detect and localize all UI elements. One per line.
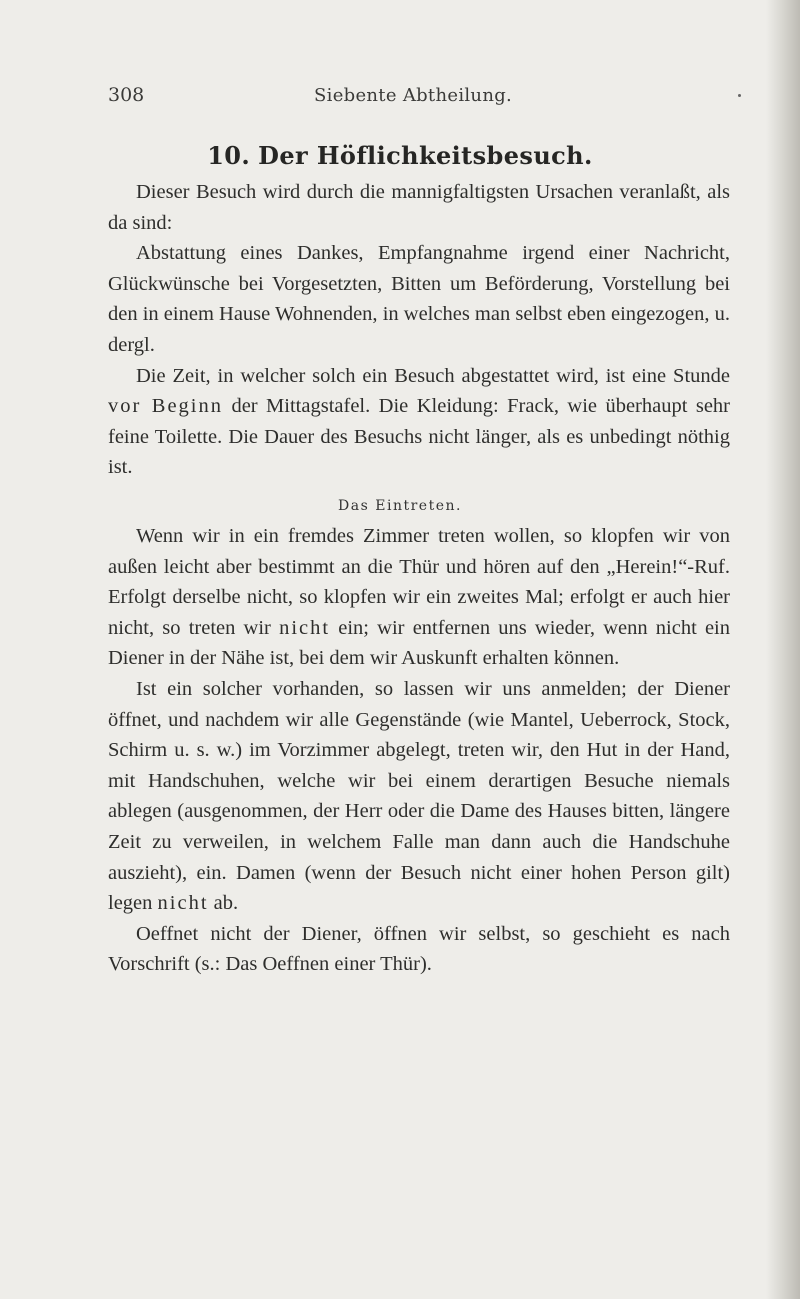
emphasized-text: vor Beginn <box>108 395 223 418</box>
text-run: Ist ein solcher vorhanden, so lassen wir uns anmelden; der Diener öffnet, und nachdem wir alle Gegenstände (wie Mantel, Ueberrock, Stock, Schirm u. s. w.) im Vorzimmer abgelegt, treten wir, den Hut in der Hand, mit Handschuhen, welche wir bei einem derartigen Besuche niemals ablegen (ausgenommen, der Herr oder die Dame des Hauses bitten, längere Zeit zu verweilen, in welchem Falle man dann auch die Handschuhe auszieht), ein. Damen (wenn der Besuch nicht einer hohen Person gilt) legen <box>108 677 730 915</box>
paragraph-reasons: Abstattung eines Dankes, Empfangnahme irgend einer Nachricht, Glückwünsche bei Vorgesetzten, Bitten um Beförderung, Vorstellung bei den in einem Hause Wohnenden, in welches man selbst eben eingezogen, u. dergl. <box>108 242 730 356</box>
page-edge-shadow <box>766 0 800 1299</box>
emphasized-text: nicht <box>279 616 331 639</box>
text-run: ein; wir entfernen uns wieder, wenn nicht ein Diener in der Nähe ist, bei dem wir Auskunft erhalten können. <box>108 616 730 670</box>
intro-text <box>108 177 730 483</box>
text-run: Wenn wir in ein fremdes Zimmer treten wollen, so klopfen wir von außen leicht aber bestimmt an die Thür und hören auf den „Herein!“-Ruf. Erfolgt derselbe nicht, so klopfen wir ein zweites Mal; erfolgt er auch hier nicht, so treten wir <box>108 525 730 639</box>
main-text <box>108 521 730 980</box>
paragraph-time-dress <box>108 361 730 483</box>
page-number: 308 <box>108 84 145 106</box>
section-title-text: Der Höflichkeitsbesuch. <box>258 141 593 170</box>
section-number: 10. <box>207 141 251 170</box>
running-title: Siebente Abtheilung. <box>314 85 513 106</box>
paragraph-occasions: Dieser Besuch wird durch die mannigfaltigsten Ursachen veranlaßt, als da sind: <box>108 181 730 234</box>
text-run: der Mittagstafel. Die Kleidung: Frack, wie überhaupt sehr feine Toilette. Die Dauer des Besuchs nicht länger, als es unbedingt nöthig ist. <box>108 395 731 479</box>
text-run: ab. <box>208 892 239 915</box>
section-title <box>0 141 800 170</box>
paragraph-knocking <box>108 521 730 674</box>
paragraph-servant <box>108 674 730 919</box>
emphasized-text: nicht <box>157 892 209 915</box>
paragraph-opening: Oeffnet nicht der Diener, öffnen wir selbst, so geschieht es nach Vorschrift (s.: Das Oeffnen einer Thür). <box>108 922 730 976</box>
subsection-heading: Das Eintreten. <box>338 498 462 514</box>
text-run: Die Zeit, in welcher solch ein Besuch abgestattet wird, ist eine Stunde <box>136 364 730 387</box>
running-header <box>108 84 728 114</box>
ornament-dot <box>738 94 741 97</box>
